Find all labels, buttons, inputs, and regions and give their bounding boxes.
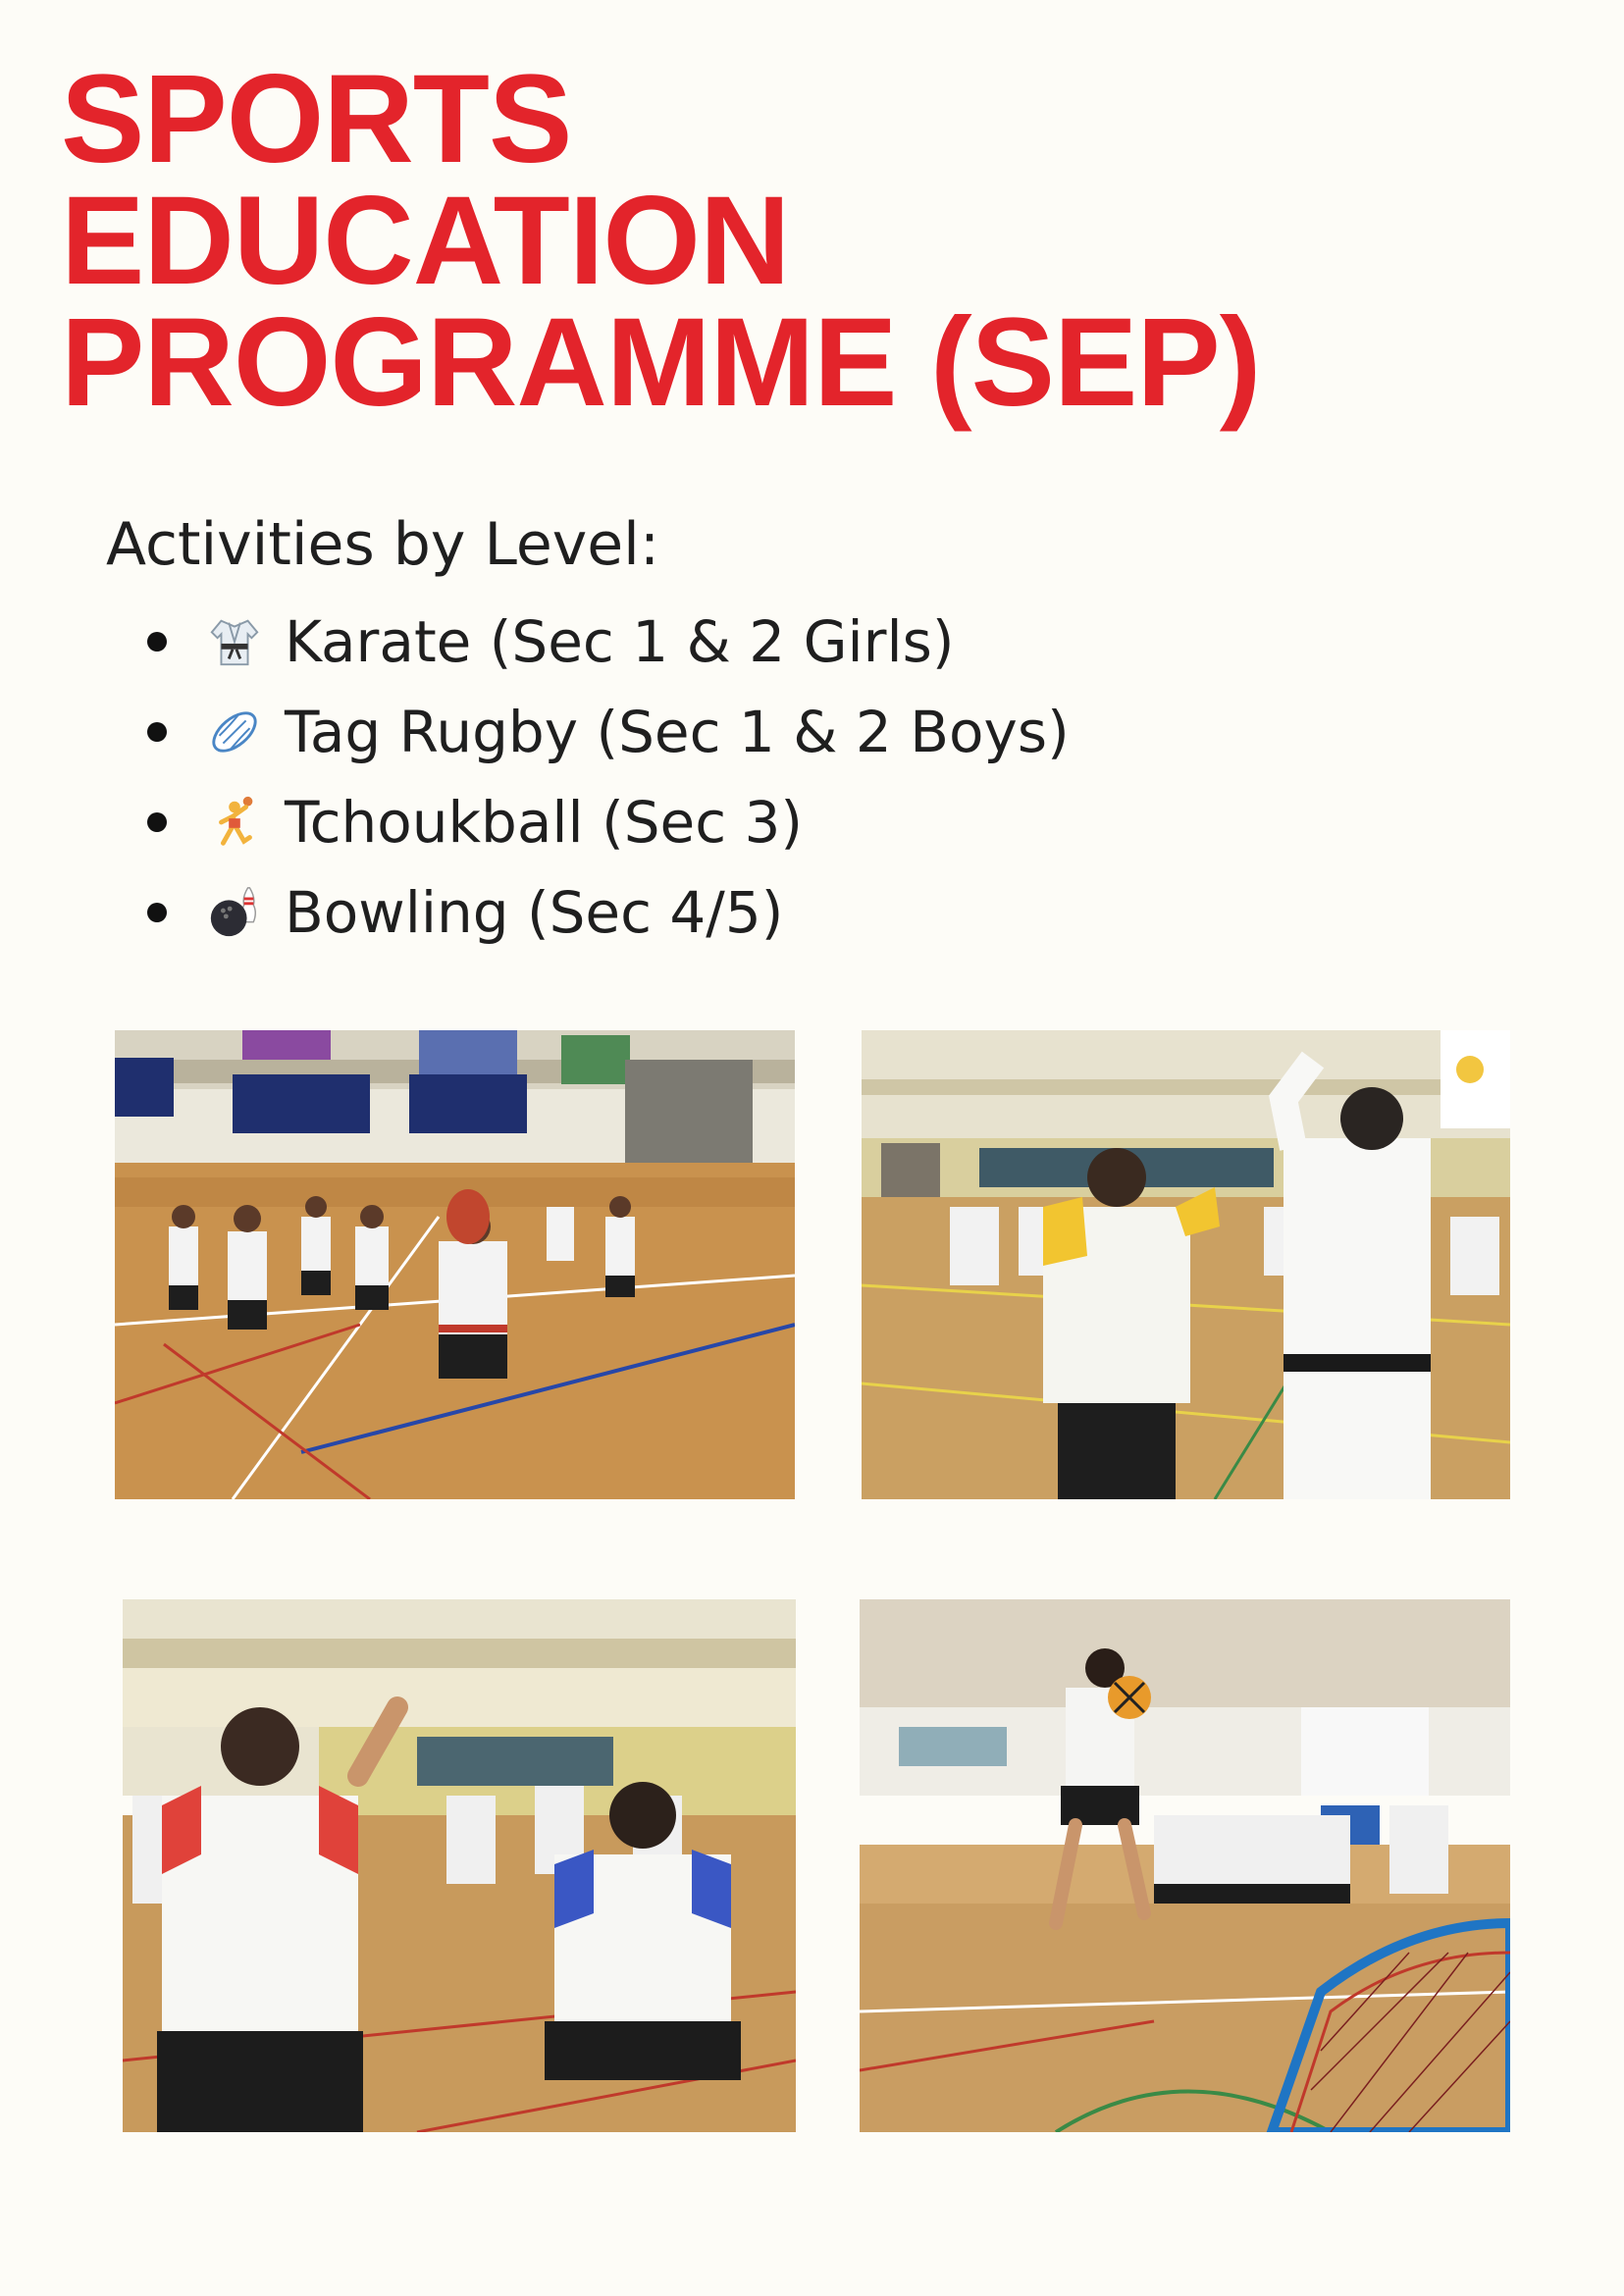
karate-instructor-photo (862, 1030, 1510, 1499)
page-title (61, 49, 1261, 433)
activity-label: Tag Rugby (Sec 1 & 2 Boys) (285, 699, 1070, 765)
activities-heading: Activities by Level: (106, 510, 660, 579)
activity-item-karate (147, 597, 1070, 687)
karate-uniform-icon (206, 613, 263, 670)
title-line-1: SPORTS (61, 49, 572, 189)
activity-list (147, 597, 1070, 958)
activity-label: Bowling (Sec 4/5) (285, 879, 784, 946)
bullet-icon (147, 812, 167, 832)
karate-class-photo (123, 1599, 796, 2132)
activity-item-bowling (147, 867, 1070, 958)
activity-item-tag-rugby (147, 687, 1070, 777)
title-line-3: PROGRAMME (SEP) (61, 292, 1261, 433)
bullet-icon (147, 903, 167, 922)
activity-label: Tchoukball (Sec 3) (285, 789, 804, 856)
title-line-2: EDUCATION (61, 171, 790, 311)
bullet-icon (147, 722, 167, 742)
rugby-ball-icon (206, 704, 263, 760)
tchoukball-photo (860, 1599, 1510, 2132)
bullet-icon (147, 632, 167, 652)
tag-rugby-photo (115, 1030, 795, 1499)
bowling-icon (206, 884, 263, 941)
activity-label: Karate (Sec 1 & 2 Girls) (285, 608, 955, 675)
handball-player-icon (206, 794, 263, 851)
activity-item-tchoukball (147, 777, 1070, 867)
